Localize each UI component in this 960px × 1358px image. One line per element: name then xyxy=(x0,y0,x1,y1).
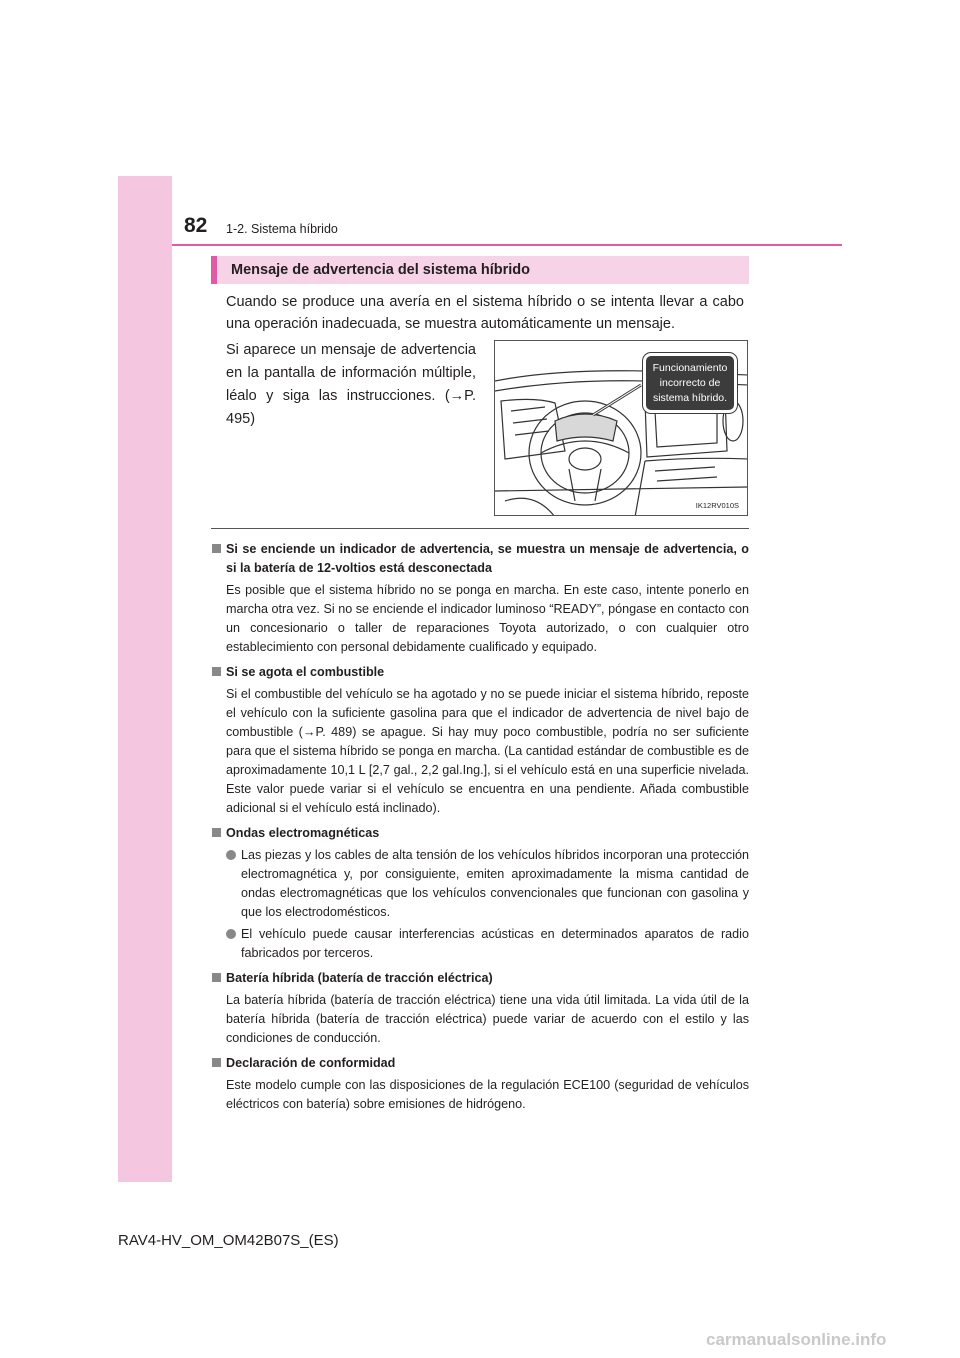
section-divider xyxy=(211,528,749,529)
section-title: Mensaje de advertencia del sistema híbrido xyxy=(231,262,530,278)
warning-message-callout xyxy=(643,353,737,413)
note-body: Este modelo cumple con las disposiciones de la regulación ECE100 (seguridad de vehículos eléctricos con batería) sobre emisiones de hidrógeno. xyxy=(226,1078,749,1111)
watermark: carmanualsonline.info xyxy=(706,1330,887,1349)
note-electromagnetic-waves xyxy=(211,824,749,963)
callout-line-3: sistema híbrido. xyxy=(652,392,728,404)
note-heading: Declaración de conformidad xyxy=(211,1054,749,1073)
callout-line-1: Funcionamiento xyxy=(652,362,728,374)
note-heading: Si se enciende un indicador de advertencia, se muestra un mensaje de advertencia, o si la batería de 12-voltios está desconectada xyxy=(211,540,749,578)
intro-paragraph: Cuando se produce una avería en el sistema híbrido o se intenta llevar a cabo una operación inadecuada, se muestra automáticamente un mensaje. xyxy=(226,294,744,332)
note-warning-indicator xyxy=(211,540,749,657)
note-heading: Batería híbrida (batería de tracción eléctrica) xyxy=(211,969,749,988)
instruction-paragraph: Si aparece un mensaje de advertencia en la pantalla de información múltiple, léalo y siga las instrucciones. (→P. 495) xyxy=(226,342,476,427)
note-body: La batería híbrida (batería de tracción eléctrica) tiene una vida útil limitada. La vida útil de la batería híbrida (batería de tracción eléctrica) puede variar de acuerdo con el estilo y las condiciones de conducción. xyxy=(226,993,749,1045)
note-heading: Ondas electromagnéticas xyxy=(211,824,749,843)
note-conformity xyxy=(211,1054,749,1114)
callout-line-2: incorrecto de xyxy=(659,377,721,389)
note-hybrid-battery xyxy=(211,969,749,1048)
notes-list xyxy=(211,540,749,1120)
note-heading: Si se agota el combustible xyxy=(211,663,749,682)
breadcrumb: 1-2. Sistema híbrido xyxy=(226,222,338,236)
chapter-sidebar-tab xyxy=(118,176,172,1182)
section-heading-box xyxy=(211,256,749,284)
figure-code: IK12RV010S xyxy=(695,501,739,510)
document-code-footer: RAV4-HV_OM_OM42B07S_(ES) xyxy=(118,1232,339,1249)
note-body: Es posible que el sistema híbrido no se ponga en marcha. En este caso, intente ponerlo en marcha otra vez. Si no se enciende el indicador luminoso “READY”, póngase en contacto con un concesionario o taller de reparaciones Toyota autorizado, o con cualquier otro establecimiento con personal debidamente cualificado y equipado. xyxy=(226,583,749,654)
bullet-item: El vehículo puede causar interferencias acústicas en determinados aparatos de radio fabricados por terceros. xyxy=(211,925,749,963)
page-number: 82 xyxy=(184,214,208,237)
note-fuel-empty xyxy=(211,663,749,818)
note-body: Si el combustible del vehículo se ha agotado y no se puede iniciar el sistema híbrido, reposte el vehículo con la suficiente gasolina para que el indicador de advertencia de nivel bajo de combustible (→P. 489) se apague. Si hay muy poco combustible, podría no ser suficiente para que el sistema híbrido se ponga en marcha. (La cantidad estándar de combustible es de aproximadamente 10,1 L [2,7 gal., 2,2 gal.Ing.], si el vehículo está en una superficie nivelada. Este valor puede variar si el vehículo se encuentra en una pendiente. Añada combustible adicional si el vehículo está inclinado). xyxy=(226,687,749,815)
bullet-item: Las piezas y los cables de alta tensión de los vehículos híbridos incorporan una protección electromagnética y, por consiguiente, emiten aproximadamente la misma cantidad de ondas electromagnéticas que los vehículos convencionales que funcionan con gasolina y que los electrodomésticos. xyxy=(211,846,749,922)
header-rule xyxy=(172,244,842,246)
dashboard-illustration xyxy=(494,340,748,516)
